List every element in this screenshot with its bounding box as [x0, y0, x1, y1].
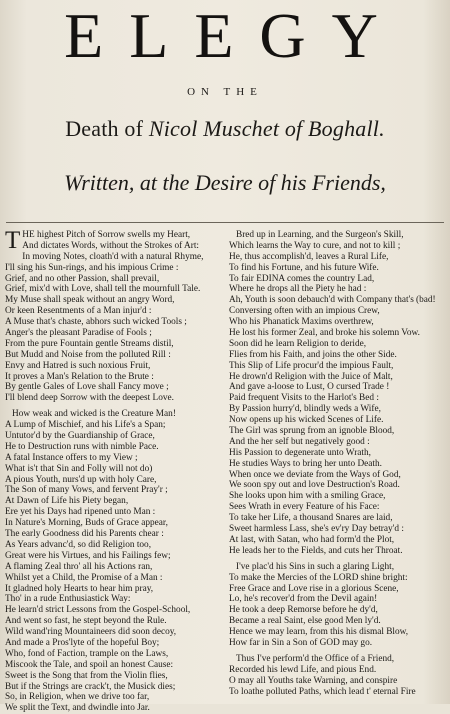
poem-line: [5, 692, 225, 703]
poem-line-text: Ah, Youth is soon debauch'd with Company that's: [229, 295, 414, 306]
poem-line-text: The Girl was sprung from an ignoble Blood,: [229, 426, 395, 437]
poem-line: [229, 573, 449, 584]
poem-line: [229, 415, 449, 426]
poem-line: [229, 535, 449, 546]
drop-cap: T: [5, 227, 21, 254]
poem-line-text: Free Grace and Love rise in a glorious Scene,: [229, 583, 399, 594]
poem-line-text: Or keen Resentments of a Man injur'd :: [5, 306, 152, 317]
poem-line-text: To make the Mercies of the LORD shine bright:: [229, 572, 408, 583]
poem-line: [5, 649, 225, 660]
poem-line: [229, 350, 449, 361]
poem-line-text: Great were his Virtues, and his Failings few;: [5, 550, 171, 561]
poem-line-text: HE highest Pitch of Sorrow swells my Heart,: [22, 230, 191, 240]
poem-line-text: At Dawn of Life his Piety began,: [5, 496, 129, 507]
poem-line: [229, 605, 449, 616]
poem-line-text: At last, with Satan, who had form'd the Plot,: [229, 534, 395, 545]
poem-line-text: A Lump of Mischief, and his Life's a Span;: [5, 420, 166, 431]
poem-line-text: My Muse shall speak without an angry Word,: [5, 295, 175, 306]
poem-line-text: She looks upon him with a smiling Grace,: [229, 491, 386, 502]
poem-line: [5, 361, 225, 372]
poem-line: [5, 627, 225, 638]
poem-line: [229, 470, 449, 481]
poem-line: [5, 306, 225, 317]
poem-line: [5, 409, 225, 420]
poem-line: [5, 529, 225, 540]
poem-line: [5, 703, 225, 714]
poem-line-text: But if the Strings are crack't, the Musick dies;: [5, 681, 176, 692]
poem-line-text: Anger's the pleasant Paradise of Fools ;: [5, 328, 152, 339]
poem-line-text: He learn'd strict Lessons from the Gospel-School,: [5, 605, 191, 616]
poem-line-text: Now opens up his wicked Scenes of Life.: [229, 415, 384, 426]
poem-line-text: Untutor'd by the Guardianship of Grace,: [5, 431, 155, 442]
poem-line: [229, 513, 449, 524]
poem-line: [5, 263, 225, 274]
poem-line-text: He studies Ways to bring her unto Death.: [229, 458, 382, 469]
poem-line: [5, 485, 225, 496]
poem-line: [5, 241, 225, 252]
poem-line-text: Thus I've perform'd the Office of a Friend,: [236, 653, 395, 664]
poem-line: [229, 524, 449, 535]
poem-line-text: Lo, he's recover'd from the Devil again!: [229, 594, 378, 605]
poem-line: [5, 507, 225, 518]
poem-line: [229, 491, 449, 502]
poem-line: [5, 284, 225, 295]
poem-line: [229, 459, 449, 470]
poem-line: [5, 350, 225, 361]
poem-line: [5, 496, 225, 507]
poem-line-text: It gladned holy Hearts to hear him pray,: [5, 583, 154, 594]
poem-line: [229, 562, 449, 573]
subtitle-death: [0, 116, 450, 142]
poem-line-text: Who his Phanatick Maxims overthrew,: [229, 317, 374, 328]
poem-line: [229, 654, 449, 665]
header-rule: [6, 222, 444, 223]
poem-line: [229, 393, 449, 404]
poem-line-text: Conversing often with an impious Crew,: [229, 306, 380, 317]
poem-line: [5, 616, 225, 627]
poem-line: [229, 687, 449, 698]
poem-line-text: A fatal Instance offers to my View ;: [5, 452, 138, 463]
poem-line: [229, 676, 449, 687]
poem-line-text: Who, fond of Faction, trample on the Laws,: [5, 648, 169, 659]
poem-line: [229, 404, 449, 415]
poem-line-text: From the pure Fountain gentle Streams distil,: [5, 338, 174, 349]
poem-line-text: Where he drops all the Piety he had :: [229, 284, 367, 295]
poem-line: [5, 605, 225, 616]
poem-line: [5, 442, 225, 453]
poem-line-text: The early Goodness did his Parents chear :: [5, 529, 164, 540]
poem-line: [229, 274, 449, 285]
poem-line: [229, 426, 449, 437]
poem-line: [229, 480, 449, 491]
poem-line-text: And gave a-loose to Lust, O cursed Trade !: [229, 382, 390, 393]
poem-line-text: I've plac'd his Sins in such a glaring Light,: [236, 561, 395, 572]
poem-line: [229, 437, 449, 448]
poem-line: [229, 627, 449, 638]
poem-line-text: Wild wand'ring Mountaineers did soon decoy,: [5, 627, 177, 638]
poem-line: [5, 475, 225, 486]
poem-line-text: When once we deviate from the Ways of God,: [229, 469, 401, 480]
poem-line-text: Tho' in a rude Enthusiastick Way:: [5, 594, 131, 605]
poem-line-text: How weak and wicked is the Creature Man!: [12, 409, 176, 420]
poem-line-text: We soon spy out and love Destruction's Road.: [229, 480, 400, 491]
poem-line-text: Flies from his Faith, and joins the other Side.: [229, 349, 397, 360]
poem-line: [5, 393, 225, 404]
poem-line-text: He leads her to the Fields, and cuts her Throat.: [229, 545, 403, 556]
poem-line-text: He, thus accomplish'd, leaves a Rural Life,: [229, 251, 389, 262]
poem-line: [5, 453, 225, 464]
poem-line: [229, 241, 449, 252]
poem-line-text: And made a Pros'lyte of the hopeful Boy;: [5, 637, 160, 648]
death-name: Nicol Muschet of Boghall.: [148, 116, 385, 141]
poem-line-text: And went so fast, he stept beyond the Rule.: [5, 616, 167, 627]
poem-line-text: By Passion hurry'd, blindly weds a Wife,: [229, 404, 381, 415]
poem-line-text: To take her Life, a thousand Snares are laid,: [229, 513, 393, 524]
subtitle-on-the: ON THE: [187, 86, 263, 98]
poem-line: [5, 420, 225, 431]
poem-line: [5, 464, 225, 475]
poem-line: [5, 382, 225, 393]
poem-line: [5, 671, 225, 682]
poem-line: [5, 295, 225, 306]
poem-line-text: Envy and Hatred is such noxious Fruit,: [5, 360, 151, 371]
poem-line-text: He lost his former Zeal, and broke his solemn Vow.: [229, 328, 420, 339]
poem-line-text: He took a deep Remorse before he dy'd,: [229, 605, 378, 616]
poem-line: [229, 317, 449, 328]
poem-line-text: He drown'd Religion with the Juice of Malt,: [229, 371, 393, 382]
poem-line-text: To loathe polluted Paths, which lead t' eternal Fire: [229, 686, 416, 697]
poem-line: [5, 573, 225, 584]
poem-line-text: Hence we may learn, from this his dismal Blow,: [229, 627, 409, 638]
poem-line-text: By gentle Gales of Love shall Fancy move ;: [5, 382, 169, 393]
poem-line-text: Miscook the Tale, and spoil an honest Cause:: [5, 659, 174, 670]
poem-line-text: In moving Notes, cloath'd with a natural Rhyme,: [22, 251, 204, 262]
poem-line-text: In Nature's Morning, Buds of Grace appear,: [5, 518, 168, 529]
poem-line: [229, 339, 449, 350]
poem-line-text: Recorded his lewd Life, and pious End.: [229, 664, 377, 675]
poem-line-text: This Slip of Life procur'd the impious Fault,: [229, 360, 394, 371]
poem-line: [5, 252, 225, 263]
poem-line-text: But Mudd and Noise from the polluted Rill :: [5, 349, 171, 360]
poem-line: [229, 284, 449, 295]
poem-line: [5, 518, 225, 529]
poem-line: [5, 562, 225, 573]
poem-line: [229, 594, 449, 605]
poem-line: [5, 328, 225, 339]
poem-line: [229, 306, 449, 317]
poem-line-text: O may all Youths take Warning, and conspire: [229, 675, 398, 686]
poem-line-text: It proves a Man's Relation to the Brute :: [5, 371, 154, 382]
poem-line-text: A pious Youth, nurs'd up with holy Care,: [5, 474, 157, 485]
poem-line: [5, 540, 225, 551]
poem-line: [5, 274, 225, 285]
poem-line-text: Grief, and no other Passion, shall prevail,: [5, 273, 160, 284]
poem-line: [5, 339, 225, 350]
poem-line-text: He to Destruction runs with nimble Pace.: [5, 441, 159, 452]
poem-line: [229, 546, 449, 557]
poem-line-text: Sweet is the Song that from the Violin flies,: [5, 670, 168, 681]
poem-line: [229, 252, 449, 263]
poem-line: [229, 263, 449, 274]
poem-line: [5, 584, 225, 595]
margin-note: (bad!: [416, 295, 436, 305]
poem-line-text: As Years advanc'd, so did Religion too,: [5, 539, 152, 550]
poem-line: [229, 665, 449, 676]
poem-line-text: Sweet harmless Lass, she's ev'ry Day betray'd :: [229, 524, 404, 535]
poem-line-text: So, in Religion, when we drive too far,: [5, 692, 150, 703]
poem-line: [5, 682, 225, 693]
poem-line-text: Paid frequent Visits to the Harlot's Bed :: [229, 393, 379, 404]
poem-line-text: Whilst yet a Child, the Promise of a Man :: [5, 572, 163, 583]
poem-line: [229, 616, 449, 627]
poem-line: [5, 660, 225, 671]
poem-line-text: We split the Text, and dwindle into Jar.: [5, 703, 150, 714]
poem-line: [229, 361, 449, 372]
poem-line: [229, 638, 449, 649]
poem-line-text: And the her self but negatively good :: [229, 436, 370, 447]
poem-line: [5, 317, 225, 328]
poem-line: [229, 382, 449, 393]
poem-line: [229, 328, 449, 339]
poem-line: [5, 372, 225, 383]
poem-column-left: [5, 227, 225, 714]
poem-line: [5, 594, 225, 605]
subtitle-written: Written, at the Desire of his Friends,: [64, 170, 386, 195]
poem-line-text: Grief, mix'd with Love, shall tell the mournfull Tale.: [5, 284, 201, 295]
poem-line-text: I'll sing his Sun-rings, and his impious Crime :: [5, 262, 179, 273]
poem-line-text: Bred up in Learning, and the Surgeon's Skill,: [236, 230, 404, 240]
poem-line-text: Ere yet his Days had ripened unto Man :: [5, 507, 156, 518]
poem-line-text: A flaming Zeal thro' all his Actions ran,: [5, 561, 153, 572]
poem-line-text: To find his Fortune, and his future Wife.: [229, 262, 379, 273]
poem-line-text: His Passion to degenerate unto Wrath,: [229, 447, 371, 458]
poem-line-text: To fair EDINA comes the country Lad,: [229, 273, 375, 284]
poem-line: [5, 551, 225, 562]
death-prefix: Death of: [65, 116, 149, 141]
poem-line-text: The Son of many Vows, and fervent Pray'r ;: [5, 485, 168, 496]
poem-line-text: Which learns the Way to cure, and not to kill ;: [229, 240, 401, 251]
poem-line-text: Soon did he learn Religion to deride,: [229, 338, 367, 349]
poem-line: [5, 638, 225, 649]
poem-line: [229, 230, 449, 241]
poem-line: [229, 372, 449, 383]
poem-line-text: And dictates Words, without the Strokes of Art:: [22, 240, 200, 251]
poem-line-text: Became a real Saint, else good Men ly'd.: [229, 616, 381, 627]
poem-line: [229, 502, 449, 513]
poem-line-text: How far in Sin a Son of GOD may go.: [229, 637, 373, 648]
poem-line: [5, 431, 225, 442]
poem-line: [229, 584, 449, 595]
poem-line-text: Sees Wrath in every Feature of his Face:: [229, 502, 380, 513]
poem-line-text: I'll blend deep Sorrow with the deepest Love.: [5, 393, 174, 404]
poem-line-text: What is't that Sin and Folly will not do): [5, 463, 153, 474]
page-title: ELEGY: [64, 0, 404, 71]
poem-line-text: A Muse that's chaste, abhors such wicked Tools ;: [5, 317, 187, 328]
poem-line: [229, 448, 449, 459]
